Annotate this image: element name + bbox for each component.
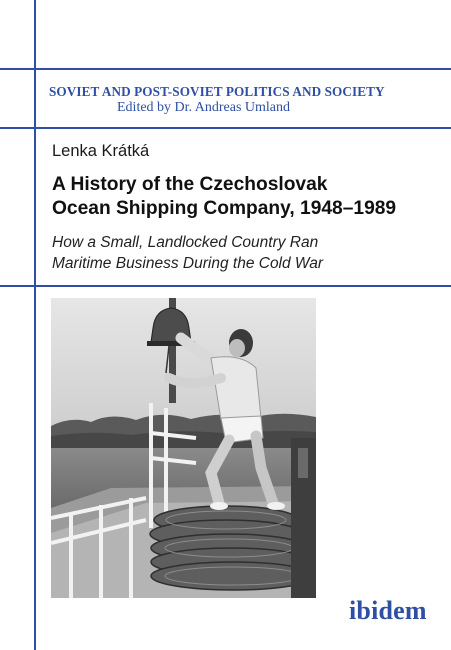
publisher-logo: ibidem	[349, 596, 427, 625]
vertical-rule	[34, 0, 36, 650]
book-subtitle-line-2: Maritime Business During the Cold War	[52, 255, 324, 272]
book-subtitle-line-1: How a Small, Landlocked Country Ran	[52, 234, 319, 251]
series-divider	[0, 127, 451, 129]
book-subtitle	[52, 232, 323, 274]
title-divider	[0, 285, 451, 287]
top-rule	[0, 68, 451, 70]
series-block	[49, 84, 439, 116]
book-title-line-1: A History of the Czechoslovak	[52, 174, 328, 195]
series-title: SOVIET AND POST-SOVIET POLITICS AND SOCIETY	[49, 84, 385, 99]
author-name: Lenka Krátká	[52, 142, 150, 160]
sailor-ringing-bell-photo	[51, 298, 316, 598]
book-title	[52, 173, 396, 221]
series-editor: Edited by Dr. Andreas Umland	[117, 100, 291, 115]
cover-photo	[51, 298, 316, 598]
book-title-line-2: Ocean Shipping Company, 1948–1989	[52, 198, 397, 219]
